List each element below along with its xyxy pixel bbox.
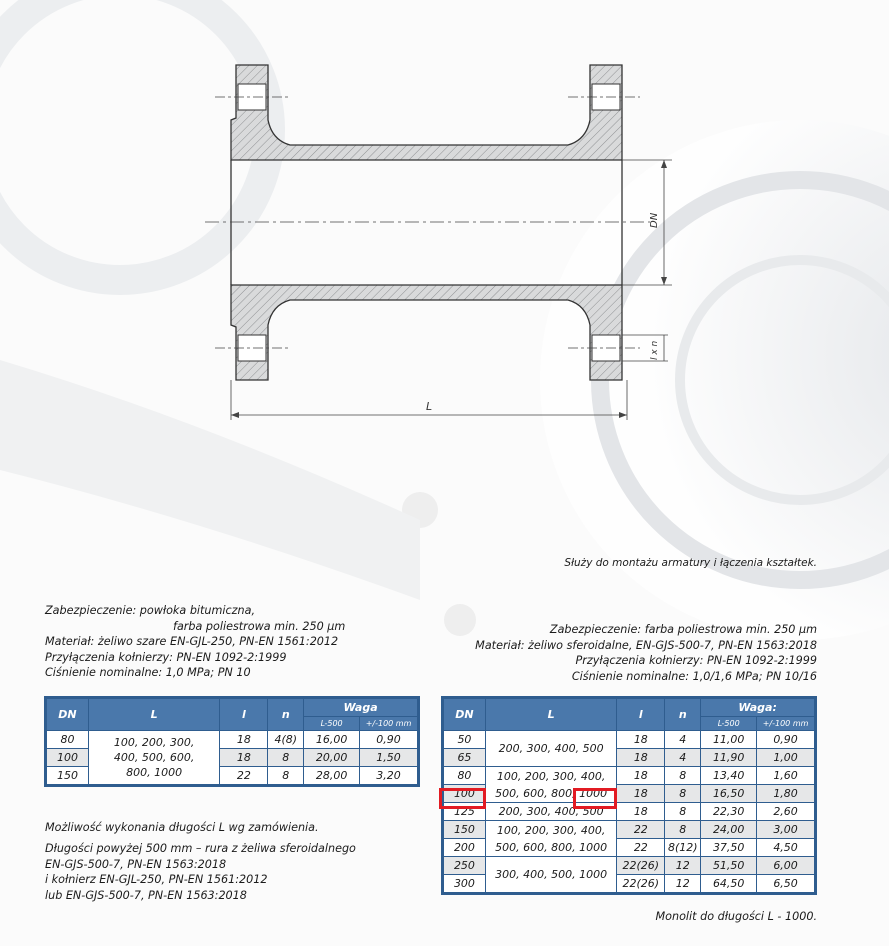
- cell-per100: 1,80: [757, 785, 815, 803]
- cell-per100: 6,00: [757, 857, 815, 875]
- highlight-l-1000: [573, 788, 617, 809]
- col-header-waga: Waga: [304, 699, 418, 717]
- dimension-l-label: L: [426, 400, 433, 413]
- cell-l500: 51,50: [701, 857, 757, 875]
- cell-dn: 200: [444, 839, 486, 857]
- col-header-n: n: [665, 699, 701, 731]
- cell-l500: 13,40: [701, 767, 757, 785]
- spec-line: Ciśnienie nominalne: 1,0 MPa; PN 10: [45, 666, 251, 679]
- highlight-dn-100: [439, 788, 486, 809]
- cell-per100: 1,50: [360, 749, 418, 767]
- cell-dn: 50: [444, 731, 486, 749]
- right-spec-table: [443, 698, 815, 893]
- cell-per100: 3,20: [360, 767, 418, 785]
- cell-i: 22: [617, 821, 665, 839]
- cell-i: 18: [617, 767, 665, 785]
- cell-l500: 16,50: [701, 785, 757, 803]
- cell-dn: 150: [444, 821, 486, 839]
- cell-i: 18: [220, 749, 268, 767]
- col-header-l: L: [88, 699, 220, 731]
- cell-i: 18: [617, 803, 665, 821]
- cell-per100: 6,50: [757, 875, 815, 893]
- l-line: 100, 200, 300, 400,: [496, 823, 606, 837]
- note-line: Możliwość wykonania długości L wg zamówienia.: [45, 821, 319, 834]
- spec-line: Zabezpieczenie: powłoka bitumiczna,: [45, 604, 256, 617]
- col-header-i: l: [617, 699, 665, 731]
- spec-line: Zabezpieczenie: farba poliestrowa min. 250 µm: [549, 623, 817, 636]
- cell-dn: 100: [47, 749, 89, 767]
- cell-n: 8(12): [665, 839, 701, 857]
- l-line: 400, 500, 600,: [113, 751, 195, 764]
- note-line: EN-GJS-500-7, PN-EN 1563:2018: [45, 857, 227, 871]
- cell-l-values: [88, 731, 220, 785]
- col-header-waga: Waga:: [701, 699, 815, 717]
- dimension-lxn-label: l x n: [650, 340, 660, 360]
- col-header-l500: L-500: [304, 717, 360, 731]
- left-specs: [45, 603, 345, 681]
- cell-dn: 100: [444, 785, 486, 803]
- col-header-n: n: [268, 699, 304, 731]
- cell-i: 22(26): [617, 875, 665, 893]
- cell-l500: 28,00: [304, 767, 360, 785]
- left-spec-table: [46, 698, 418, 785]
- cell-i: 22(26): [617, 857, 665, 875]
- l-line: 800, 1000: [126, 766, 183, 779]
- right-specs: [475, 622, 817, 684]
- note-line: Długości powyżej 500 mm – rura z żeliwa sferoidalnego: [45, 842, 356, 855]
- cell-per100: 2,60: [757, 803, 815, 821]
- cell-n: 12: [665, 875, 701, 893]
- cell-n: 8: [665, 803, 701, 821]
- col-header-per100: +/-100 mm: [757, 717, 815, 731]
- cell-n: 4(8): [268, 731, 304, 749]
- cell-l-values: [485, 821, 616, 857]
- cell-l500: 11,00: [701, 731, 757, 749]
- cell-dn: 250: [444, 857, 486, 875]
- cell-dn: 150: [47, 767, 89, 785]
- table-row: [444, 803, 815, 821]
- note-line: lub EN-GJS-500-7, PN-EN 1563:2018: [45, 888, 247, 902]
- cell-n: 8: [268, 767, 304, 785]
- cell-i: 18: [617, 731, 665, 749]
- cell-i: 18: [220, 731, 268, 749]
- note-line: i kołnierz EN-GJL-250, PN-EN 1561:2012: [45, 873, 268, 886]
- cell-i: 22: [617, 839, 665, 857]
- cell-l500: 20,00: [304, 749, 360, 767]
- cell-per100: 4,50: [757, 839, 815, 857]
- cell-per100: 1,00: [757, 749, 815, 767]
- cell-l-values: 200, 300, 400, 500: [485, 803, 616, 821]
- cell-per100: 3,00: [757, 821, 815, 839]
- cell-dn: 80: [444, 767, 486, 785]
- l-text: 500, 600, 800,: [495, 786, 576, 800]
- cell-n: 12: [665, 857, 701, 875]
- cell-l500: 64,50: [701, 875, 757, 893]
- spec-line: Przyłączenia kołnierzy: PN-EN 1092-2:1999: [575, 654, 817, 667]
- cell-i: 18: [617, 785, 665, 803]
- col-header-l: L: [485, 699, 616, 731]
- table-row: [444, 821, 815, 839]
- l-text-highlighted: 1000: [579, 786, 608, 800]
- col-header-dn: DN: [444, 699, 486, 731]
- cell-n: 8: [665, 821, 701, 839]
- spec-line: Ciśnienie nominalne: 1,0/1,6 MPa; PN 10/16: [571, 669, 817, 683]
- cell-per100: 0,90: [360, 731, 418, 749]
- cell-dn: 125: [444, 803, 486, 821]
- table-row: [444, 731, 815, 749]
- l-line: 500, 600, 800, 1000: [495, 840, 608, 854]
- cell-l500: 16,00: [304, 731, 360, 749]
- cell-i: 18: [617, 749, 665, 767]
- spec-line: Przyłączenia kołnierzy: PN-EN 1092-2:1999: [45, 650, 287, 664]
- spec-line: farba poliestrowa min. 250 µm: [173, 619, 346, 633]
- cell-n: 4: [665, 749, 701, 767]
- col-header-l500: L-500: [701, 717, 757, 731]
- cell-l500: 37,50: [701, 839, 757, 857]
- table-row: [47, 731, 418, 749]
- cell-per100: 0,90: [757, 731, 815, 749]
- cell-l500: 22,30: [701, 803, 757, 821]
- cell-n: 8: [665, 767, 701, 785]
- l-line: 100, 200, 300, 400,: [496, 769, 606, 783]
- material-note: [45, 841, 356, 903]
- cell-l-values: 200, 300, 400, 500: [485, 731, 616, 767]
- usage-caption: Służy do montażu armatury i łączenia kształtek.: [564, 557, 817, 569]
- cell-n: 4: [665, 731, 701, 749]
- l-line: 100, 200, 300,: [113, 736, 195, 749]
- col-header-i: l: [220, 699, 268, 731]
- cell-dn: 80: [47, 731, 89, 749]
- cell-i: 22: [220, 767, 268, 785]
- table-row: [444, 767, 815, 785]
- length-note: [45, 820, 319, 836]
- cell-l-values: 300, 400, 500, 1000: [485, 857, 616, 893]
- dimension-dn-label: DN: [649, 212, 660, 228]
- cell-dn: 65: [444, 749, 486, 767]
- cell-n: 8: [268, 749, 304, 767]
- spec-line: Materiał: żeliwo szare EN-GJL-250, PN-EN 1561:2012: [45, 635, 339, 648]
- cell-n: 8: [665, 785, 701, 803]
- cell-l500: 24,00: [701, 821, 757, 839]
- monolith-note: Monolit do długości L - 1000.: [655, 910, 817, 923]
- col-header-dn: DN: [47, 699, 89, 731]
- spec-line: Materiał: żeliwo sferoidalne, EN-GJS-500-7, PN-EN 1563:2018: [475, 638, 817, 652]
- table-row: [444, 857, 815, 875]
- cell-dn: 300: [444, 875, 486, 893]
- cell-per100: 1,60: [757, 767, 815, 785]
- cell-l500: 11,90: [701, 749, 757, 767]
- col-header-per100: +/-100 mm: [360, 717, 418, 731]
